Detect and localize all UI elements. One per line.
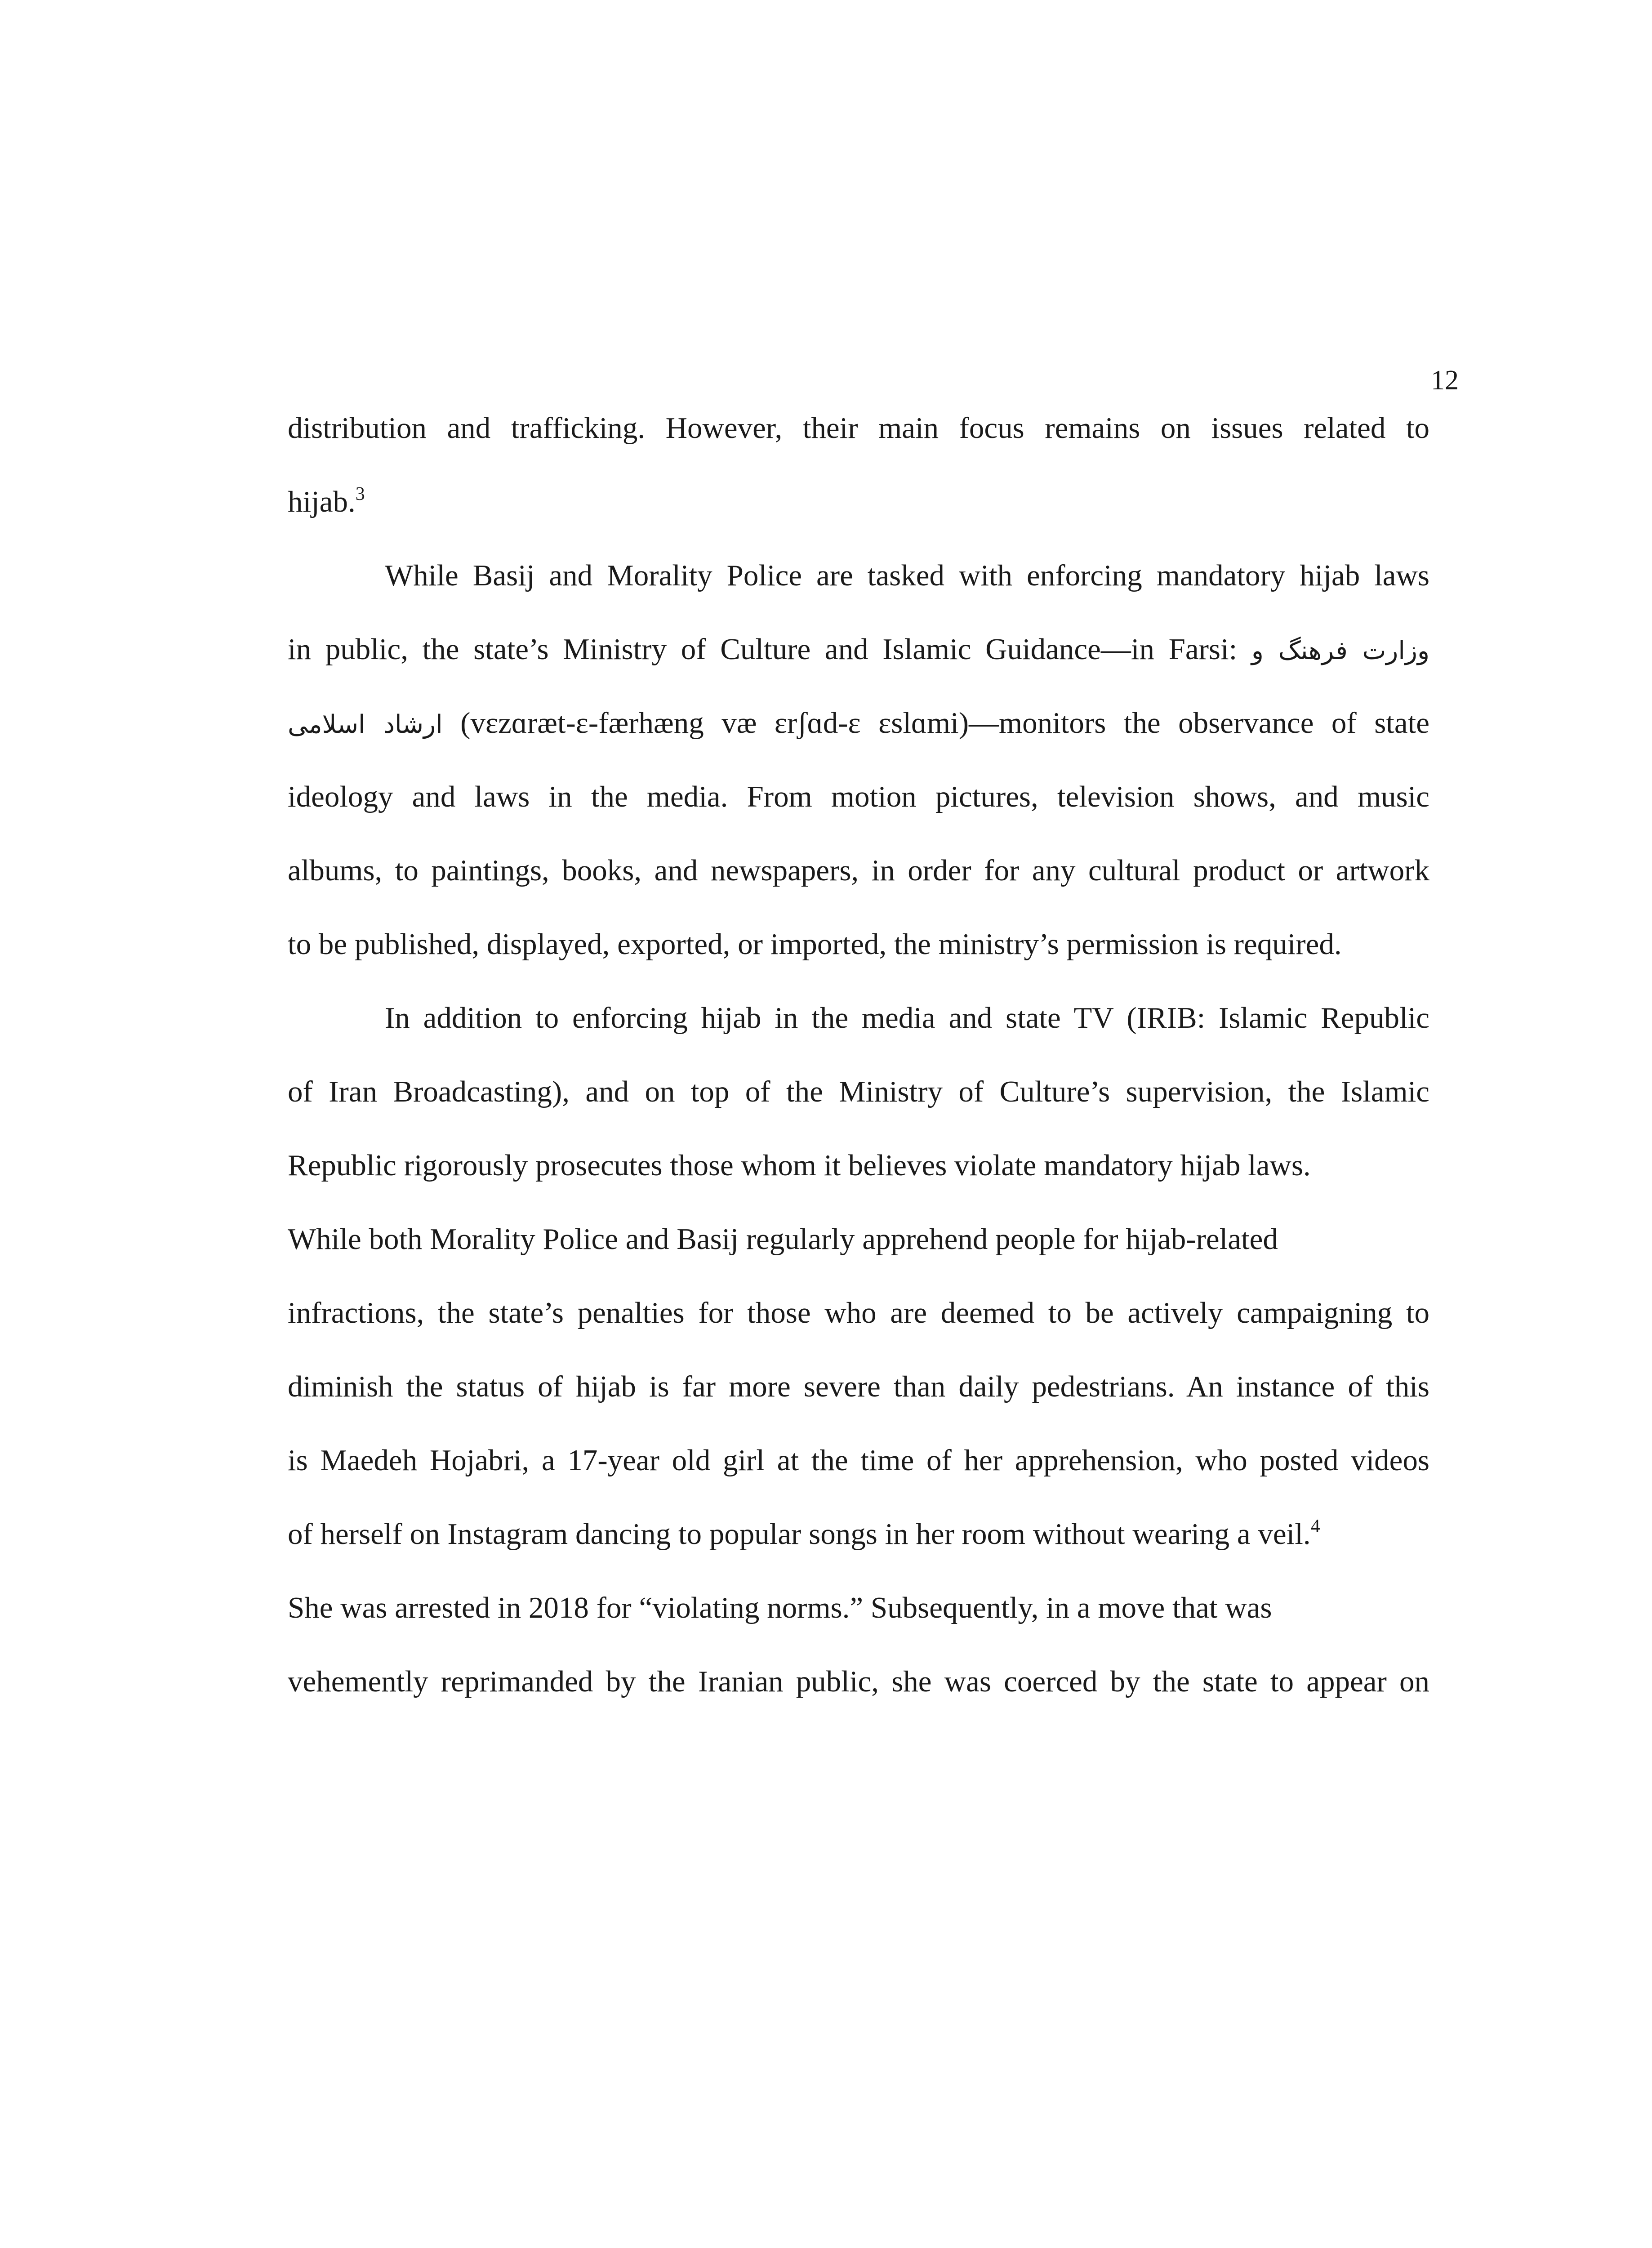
body-text: [288, 391, 1429, 1718]
text-line: [288, 1497, 1429, 1571]
text-line: While both Morality Police and Basij regularly apprehend people for hijab-related: [288, 1222, 1278, 1256]
line-text: in public, the state’s Ministry of Culture and Islamic Guidance—in Farsi:: [288, 633, 1238, 666]
paragraph-first-line: In addition to enforcing hijab in the media and state TV (IRIB: Islamic Republic: [385, 1001, 1429, 1035]
paragraph-first-line: While Basij and Morality Police are tasked with enforcing mandatory hijab laws: [385, 559, 1429, 592]
text-line: vehemently reprimanded by the Iranian public, she was coerced by the state to appear on: [288, 1665, 1429, 1698]
text-line: albums, to paintings, books, and newspapers, in order for any cultural product or artwork: [288, 854, 1429, 887]
page-number: 12: [1431, 365, 1459, 396]
line-text: (vɛzɑræt-ɛ-færhæng væ ɛrʃɑd-ɛ ɛslɑmi)—monitors the observance of state: [460, 706, 1430, 740]
text-line: [288, 612, 1429, 686]
text-line: [288, 465, 1429, 539]
text-line: to be published, displayed, exported, or imported, the ministry’s permission is required.: [288, 928, 1342, 961]
text-line: [288, 686, 1429, 760]
footnote-marker: 4: [1310, 1516, 1320, 1537]
text-line: She was arrested in 2018 for “violating norms.” Subsequently, in a move that was: [288, 1591, 1272, 1624]
text-line: is Maedeh Hojabri, a 17-year old girl at the time of her apprehension, who posted videos: [288, 1444, 1429, 1477]
farsi-text: وزارت فرهنگ و: [1251, 636, 1429, 665]
text-line: distribution and trafficking. However, their main focus remains on issues related to: [288, 411, 1429, 445]
text-line: ideology and laws in the media. From motion pictures, television shows, and music: [288, 780, 1429, 813]
line-text: of herself on Instagram dancing to popular songs in her room without wearing a veil.: [288, 1517, 1311, 1551]
text-line: infractions, the state’s penalties for those who are deemed to be actively campaigning to: [288, 1296, 1429, 1329]
text-line: of Iran Broadcasting), and on top of the Ministry of Culture’s supervision, the Islamic: [288, 1075, 1429, 1108]
footnote-marker: 3: [355, 484, 365, 504]
text-line: diminish the status of hijab is far more severe than daily pedestrians. An instance of this: [288, 1370, 1429, 1403]
farsi-text: ارشاد اسلامی: [288, 710, 443, 739]
text-line: Republic rigorously prosecutes those whom it believes violate mandatory hijab laws.: [288, 1149, 1311, 1182]
line-text: hijab.: [288, 485, 356, 518]
